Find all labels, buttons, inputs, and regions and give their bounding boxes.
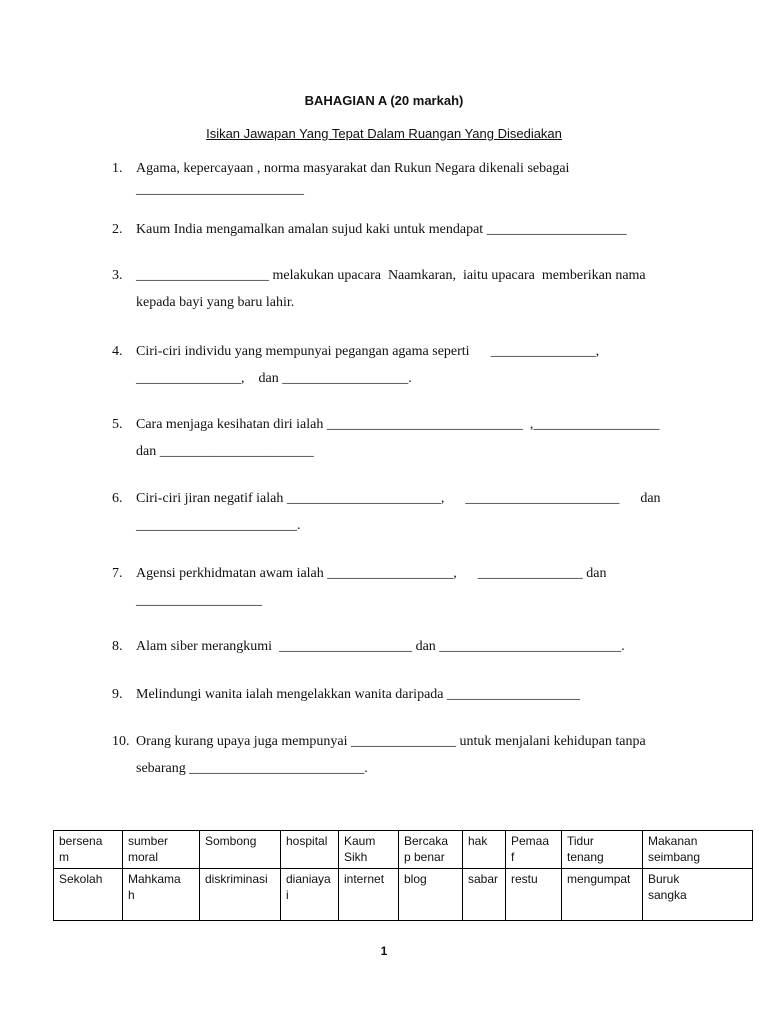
question-number: 7. xyxy=(112,566,123,581)
question-line: sebarang _________________________. xyxy=(136,761,368,776)
question-line: ________________________ xyxy=(136,182,304,197)
word-cell: restu xyxy=(506,869,562,921)
word-cell: blog xyxy=(399,869,463,921)
question-line: Agama, kepercayaan , norma masyarakat dan Rukun Negara dikenali sebagai xyxy=(136,161,570,176)
word-cell: sabar xyxy=(463,869,506,921)
question-line: Melindungi wanita ialah mengelakkan wanita daripada ___________________ xyxy=(136,687,581,702)
question-number: 2. xyxy=(112,222,123,237)
word-bank-table xyxy=(53,830,753,921)
word-cell: Mahkama h xyxy=(123,869,200,921)
question-line: Ciri-ciri individu yang mempunyai pegangan agama seperti _______________, xyxy=(136,344,600,359)
word-cell: Sekolah xyxy=(54,869,123,921)
question-line: kepada bayi yang baru lahir. xyxy=(136,295,295,310)
word-cell: hak xyxy=(463,831,506,869)
word-cell: sumber moral xyxy=(123,831,200,869)
question-line: dan ______________________ xyxy=(136,444,314,459)
question-line: _______________, dan __________________. xyxy=(136,371,412,386)
question-line: Orang kurang upaya juga mempunyai _______________ untuk menjalani kehidupan tanpa xyxy=(136,734,646,749)
word-cell: mengumpat xyxy=(562,869,643,921)
word-cell: Makanan seimbang xyxy=(643,831,753,869)
question-line: _______________________. xyxy=(136,518,301,533)
question-number: 9. xyxy=(112,687,123,702)
word-cell: Buruk sangka xyxy=(643,869,753,921)
table-row xyxy=(54,831,753,869)
question-number: 10. xyxy=(112,734,130,749)
word-cell: diskriminasi xyxy=(200,869,281,921)
question-line: __________________ xyxy=(136,593,262,608)
word-cell: internet xyxy=(339,869,399,921)
question-line: Alam siber merangkumi ___________________ dan __________________________. xyxy=(136,639,625,654)
word-cell: Bercaka p benar xyxy=(399,831,463,869)
question-number: 8. xyxy=(112,639,123,654)
question-line: Ciri-ciri jiran negatif ialah ______________________, ______________________ dan xyxy=(136,491,661,506)
word-cell: Kaum Sikh xyxy=(339,831,399,869)
question-number: 5. xyxy=(112,417,123,432)
word-cell: hospital xyxy=(281,831,339,869)
word-cell: bersena m xyxy=(54,831,123,869)
question-line: Kaum India mengamalkan amalan sujud kaki untuk mendapat ____________________ xyxy=(136,222,627,237)
table-row xyxy=(54,869,753,921)
question-line: Cara menjaga kesihatan diri ialah ____________________________ ,__________________ xyxy=(136,417,660,432)
question-line: Agensi perkhidmatan awam ialah __________________, _______________ dan xyxy=(136,566,607,581)
question-number: 1. xyxy=(112,161,123,176)
word-cell: Pemaa f xyxy=(506,831,562,869)
question-line: ___________________ melakukan upacara Naamkaran, iaitu upacara memberikan nama xyxy=(136,268,646,283)
question-number: 6. xyxy=(112,491,123,506)
instruction-text: Isikan Jawapan Yang Tepat Dalam Ruangan Yang Disediakan xyxy=(206,126,562,141)
question-number: 4. xyxy=(112,344,123,359)
word-cell: Sombong xyxy=(200,831,281,869)
question-number: 3. xyxy=(112,268,123,283)
section-heading: BAHAGIAN A (20 markah) xyxy=(304,93,464,108)
word-cell: Tidur tenang xyxy=(562,831,643,869)
page-number: 1 xyxy=(380,944,388,958)
word-cell: dianiaya i xyxy=(281,869,339,921)
